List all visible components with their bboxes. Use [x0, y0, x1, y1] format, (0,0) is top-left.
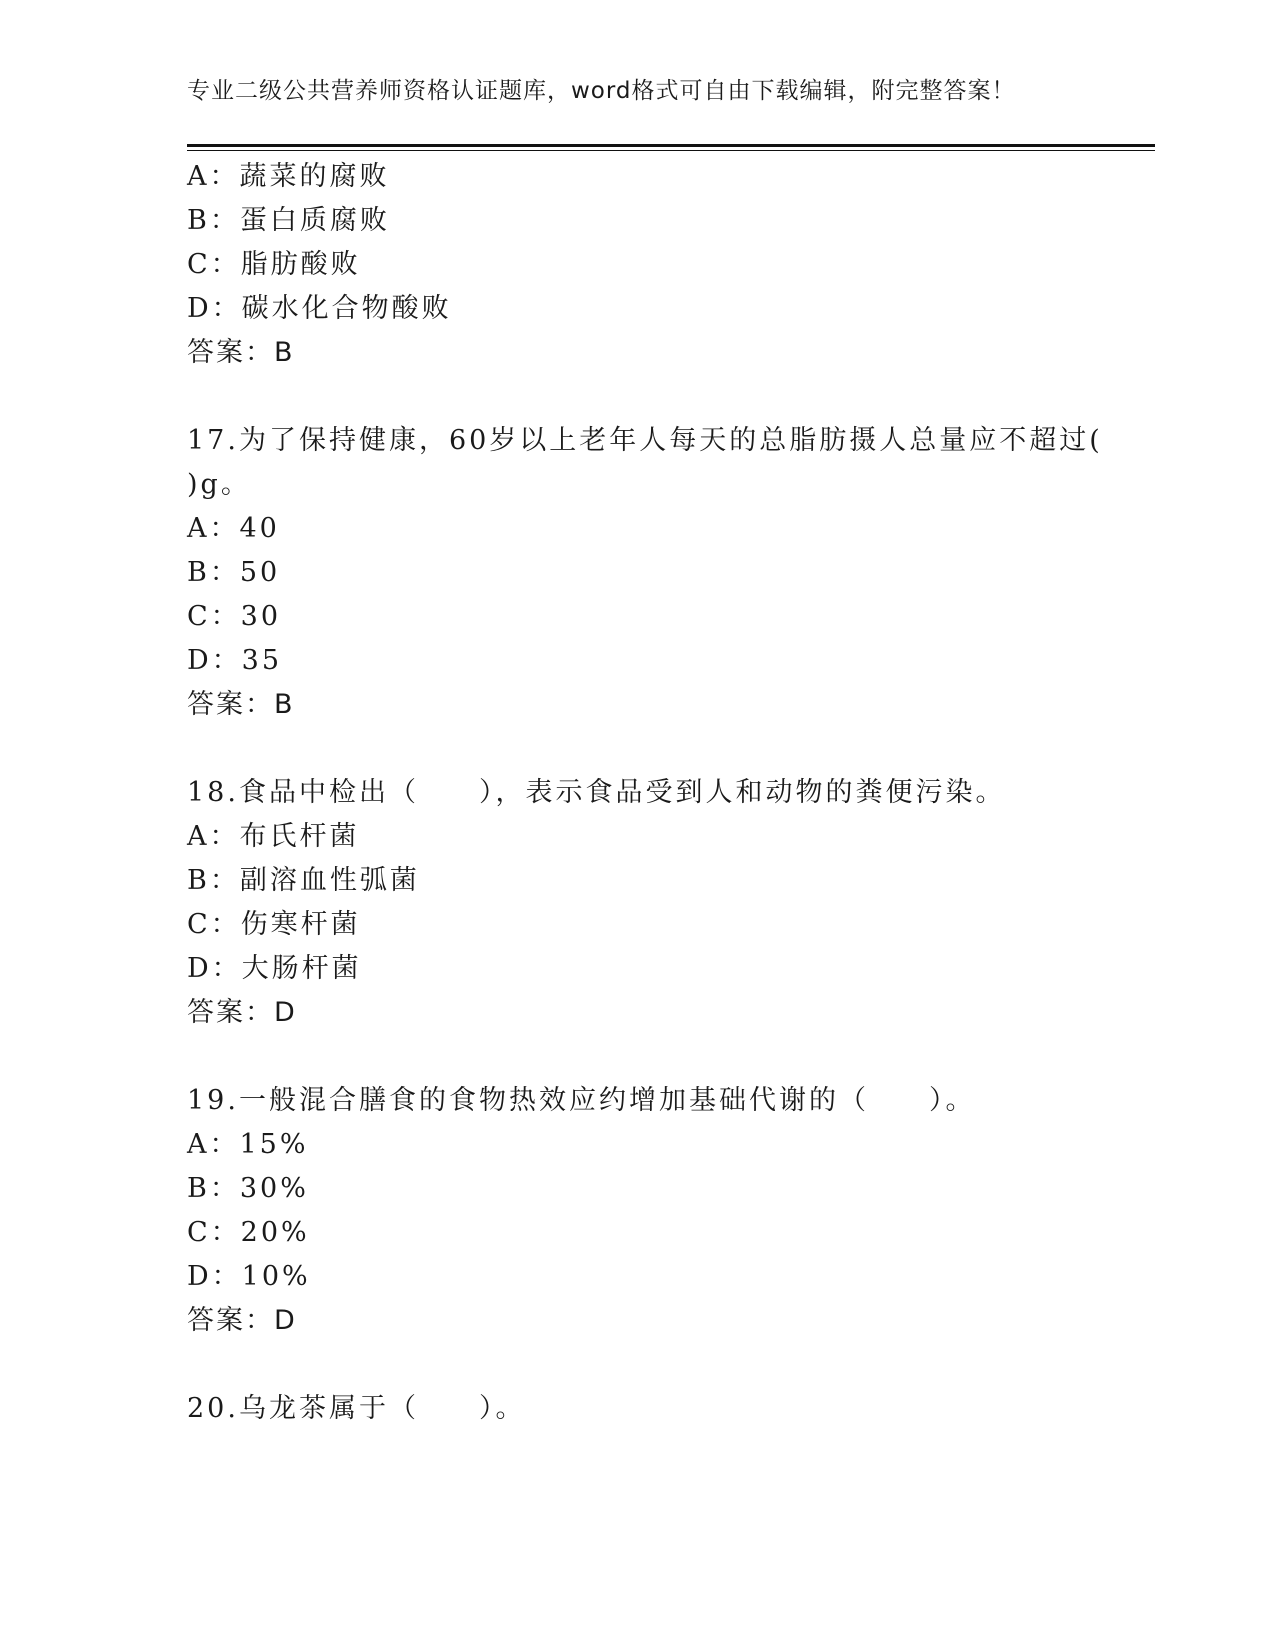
q18-option-a: A：布氏杆菌: [187, 821, 360, 852]
q16-option-d: D：碳水化合物酸败: [187, 293, 452, 324]
q18-stem: 18.食品中检出（ ），表示食品受到人和动物的粪便污染。: [187, 777, 1006, 808]
q16-option-a: A：蔬菜的腐败: [187, 161, 390, 192]
q17-stem-line2: )g。: [187, 469, 251, 500]
q19-stem: 19.一般混合膳食的食物热效应约增加基础代谢的（ ）。: [187, 1085, 976, 1116]
q19-option-a: A：15%: [187, 1129, 309, 1160]
q17-option-c: C：30: [187, 601, 282, 632]
q18-answer: 答案：D: [187, 997, 297, 1028]
page-header: 专业二级公共营养师资格认证题库，word格式可自由下载编辑，附完整答案！: [187, 78, 1016, 104]
q17-stem-line1: 17.为了保持健康，60岁以上老年人每天的总脂肪摄人总量应不超过(: [187, 425, 1103, 456]
q18-option-d: D：大肠杆菌: [187, 953, 362, 984]
q19-answer: 答案：D: [187, 1305, 297, 1336]
q18-option-c: C：伤寒杆菌: [187, 909, 361, 940]
q19-option-b: B：30%: [187, 1173, 309, 1204]
q16-option-c: C：脂肪酸败: [187, 249, 361, 280]
q18-option-b: B：副溶血性弧菌: [187, 865, 420, 896]
q17-option-a: A：40: [187, 513, 280, 544]
q16-answer: 答案：B: [187, 337, 295, 368]
q17-answer: 答案：B: [187, 689, 295, 720]
q16-option-b: B：蛋白质腐败: [187, 205, 390, 236]
q17-option-b: B：50: [187, 557, 281, 588]
q19-option-d: D：10%: [187, 1261, 311, 1292]
header-rule-thin: [187, 150, 1155, 151]
q19-option-c: C：20%: [187, 1217, 310, 1248]
q17-option-d: D：35: [187, 645, 283, 676]
header-rule-thick: [187, 144, 1155, 147]
q20-stem: 20.乌龙茶属于（ ）。: [187, 1393, 526, 1424]
